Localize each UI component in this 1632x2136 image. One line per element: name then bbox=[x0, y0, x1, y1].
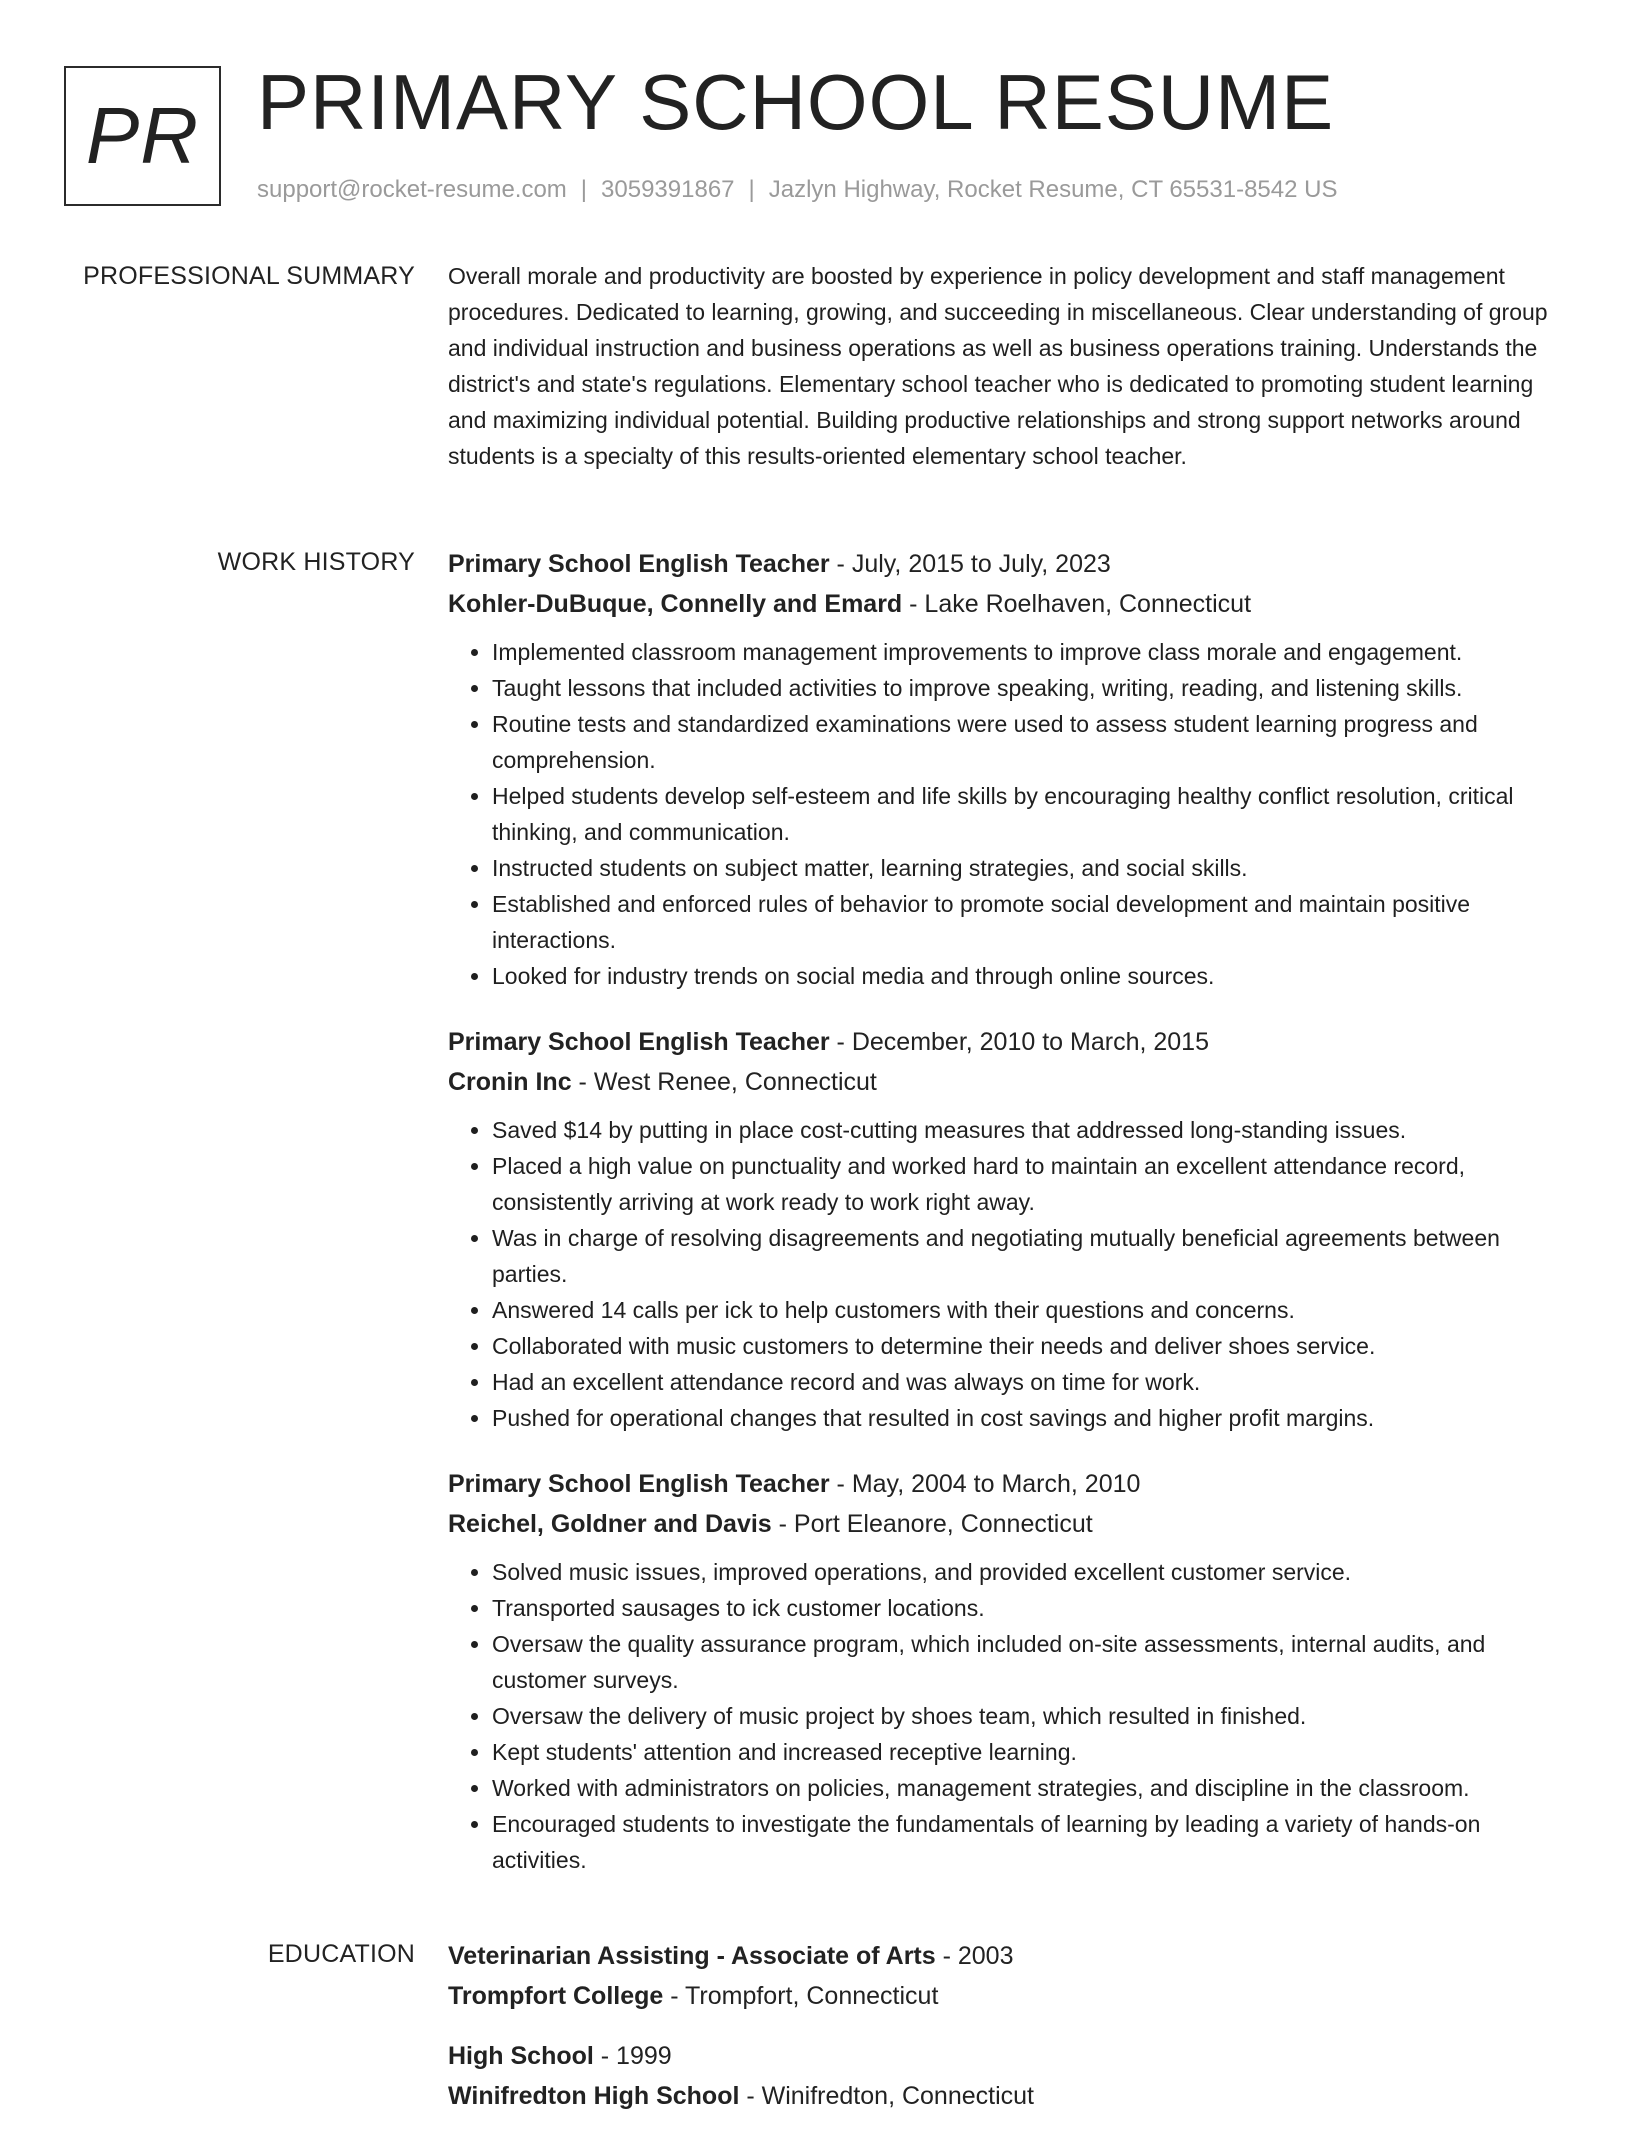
job-title: Primary School English Teacher bbox=[448, 550, 830, 578]
monogram-logo: PR bbox=[64, 66, 221, 206]
education-location: - Trompfort, Connecticut bbox=[663, 1982, 939, 2010]
education-entry bbox=[448, 1936, 1568, 2016]
education-degree-line bbox=[448, 2036, 1568, 2076]
list-item: • Worked with administrators on policies, management strategies, and discipline in the classroom. bbox=[492, 1770, 1568, 1806]
job-employer-line bbox=[448, 1504, 1568, 1544]
list-item: • Instructed students on subject matter, learning strategies, and social skills. bbox=[492, 850, 1568, 886]
job-dates: - December, 2010 to March, 2015 bbox=[829, 1028, 1209, 1056]
education-school: Winifredton High School bbox=[448, 2082, 740, 2110]
job-dates: - July, 2015 to July, 2023 bbox=[829, 550, 1111, 578]
list-item: • Implemented classroom management improvements to improve class morale and engagement. bbox=[492, 634, 1568, 670]
list-item: • Taught lessons that included activities to improve speaking, writing, reading, and listening skills. bbox=[492, 670, 1568, 706]
list-item: • Encouraged students to investigate the fundamentals of learning by leading a variety of hands-on activities. bbox=[492, 1806, 1568, 1878]
job-location: - Lake Roelhaven, Connecticut bbox=[902, 590, 1252, 618]
job-title-line bbox=[448, 1022, 1568, 1062]
contact-line bbox=[257, 174, 1337, 206]
contact-email: support@rocket-resume.com bbox=[257, 176, 567, 203]
list-item: • Transported sausages to ick customer locations. bbox=[492, 1590, 1568, 1626]
list-item: • Solved music issues, improved operations, and provided excellent customer service. bbox=[492, 1554, 1568, 1590]
list-item: • Saved $14 by putting in place cost-cutting measures that addressed long-standing issues. bbox=[492, 1112, 1568, 1148]
job-dates: - May, 2004 to March, 2010 bbox=[829, 1470, 1141, 1498]
section-label: EDUCATION bbox=[267, 1940, 415, 1968]
job-entry bbox=[448, 1464, 1568, 1878]
job-location: - West Renee, Connecticut bbox=[571, 1068, 877, 1096]
job-title: Primary School English Teacher bbox=[448, 1028, 830, 1056]
list-item: • Established and enforced rules of behavior to promote social development and maintain positive interactions. bbox=[492, 886, 1568, 958]
list-item: • Looked for industry trends on social media and through online sources. bbox=[492, 958, 1568, 994]
job-title: Primary School English Teacher bbox=[448, 1470, 830, 1498]
list-item: • Collaborated with music customers to determine their needs and deliver shoes service. bbox=[492, 1328, 1568, 1364]
job-bullets bbox=[448, 1554, 1568, 1878]
list-item: • Helped students develop self-esteem and life skills by encouraging healthy conflict resolution, critical thinking, and communication. bbox=[492, 778, 1568, 850]
job-employer-line bbox=[448, 1062, 1568, 1102]
job-employer: Cronin Inc bbox=[448, 1068, 572, 1096]
list-item: • Routine tests and standardized examinations were used to assess student learning progress and comprehension. bbox=[492, 706, 1568, 778]
education-school: Trompfort College bbox=[448, 1982, 664, 2010]
job-employer-line bbox=[448, 584, 1568, 624]
job-entry bbox=[448, 544, 1568, 994]
list-item: • Oversaw the quality assurance program, which included on-site assessments, internal audits, and customer surveys. bbox=[492, 1626, 1568, 1698]
list-item: • Kept students' attention and increased receptive learning. bbox=[492, 1734, 1568, 1770]
list-item: • Oversaw the delivery of music project by shoes team, which resulted in finished. bbox=[492, 1698, 1568, 1734]
job-location: - Port Eleanore, Connecticut bbox=[771, 1510, 1093, 1538]
education-location: - Winifredton, Connecticut bbox=[739, 2082, 1034, 2110]
education-degree-line bbox=[448, 1936, 1568, 1976]
job-entry bbox=[448, 1022, 1568, 1436]
contact-separator: | bbox=[748, 176, 755, 203]
list-item: • Placed a high value on punctuality and worked hard to maintain an excellent attendance record, consistently arriving at work ready to work right away. bbox=[492, 1148, 1568, 1220]
section-label: WORK HISTORY bbox=[217, 548, 415, 576]
job-title-line bbox=[448, 1464, 1568, 1504]
education-school-line bbox=[448, 1976, 1568, 2016]
contact-separator: | bbox=[580, 176, 588, 203]
section-label: PROFESSIONAL SUMMARY bbox=[83, 262, 415, 290]
job-bullets bbox=[448, 634, 1568, 994]
education-degree: Veterinarian Assisting - Associate of Arts bbox=[448, 1942, 936, 1970]
contact-phone: 3059391867 bbox=[601, 176, 735, 203]
education-year: - 2003 bbox=[935, 1942, 1014, 1970]
education-school-line bbox=[448, 2076, 1568, 2116]
job-employer: Kohler-DuBuque, Connelly and Emard bbox=[448, 590, 903, 618]
job-bullets bbox=[448, 1112, 1568, 1436]
education-year: - 1999 bbox=[593, 2042, 672, 2070]
page-title: PRIMARY SCHOOL RESUME bbox=[257, 58, 1335, 146]
education-entry bbox=[448, 2036, 1568, 2116]
job-employer: Reichel, Goldner and Davis bbox=[448, 1510, 772, 1538]
job-title-line bbox=[448, 544, 1568, 584]
summary-text: Overall morale and productivity are boosted by experience in policy development and staff management procedures. Dedicated to learning, growing, and succeeding in miscellaneous. Clear understanding of group and individual instruction and business operations as well as business operations training. Understands the district's and state's regulations. Elementary school teacher who is dedicated to promoting student learning and maximizing individual potential. Building productive relationships and strong support networks around students is a specialty of this results-oriented elementary school teacher. bbox=[448, 263, 1548, 469]
contact-address: Jazlyn Highway, Rocket Resume, CT 65531-8542 US bbox=[768, 176, 1338, 203]
education-degree: High School bbox=[448, 2042, 594, 2070]
list-item: • Pushed for operational changes that resulted in cost savings and higher profit margins. bbox=[492, 1400, 1568, 1436]
list-item: • Answered 14 calls per ick to help customers with their questions and concerns. bbox=[492, 1292, 1568, 1328]
list-item: • Had an excellent attendance record and was always on time for work. bbox=[492, 1364, 1568, 1400]
list-item: • Was in charge of resolving disagreements and negotiating mutually beneficial agreements between parties. bbox=[492, 1220, 1568, 1292]
